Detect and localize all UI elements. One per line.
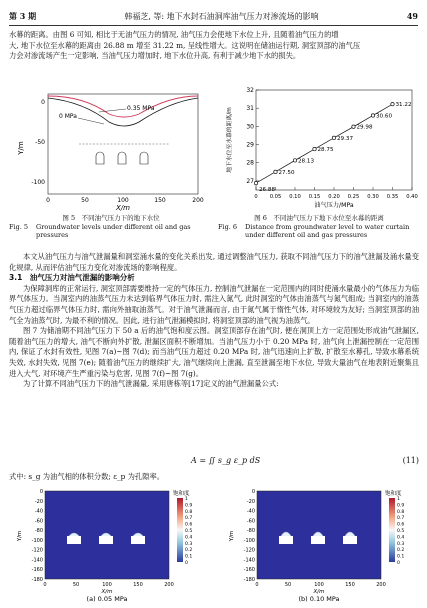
fig7-legend-value: 0.5 — [185, 529, 193, 534]
fig7-xlabel: X/m — [313, 589, 325, 595]
equation-number: (11) — [402, 456, 419, 465]
subcaption-a: (a) 0.05 MPa — [86, 595, 128, 603]
fig7-legend-value: 1 — [185, 497, 188, 502]
fig7-ytick-label: -160 — [243, 567, 255, 574]
fig7-ytick-label: -140 — [243, 557, 255, 564]
fig5-ytick: -50 — [35, 139, 45, 146]
fig6-ytick-label: 31 — [246, 105, 254, 113]
figure-6-distance-chart — [222, 86, 422, 210]
fig5-caption-en: Groundwater levels under different oil and gas pressures — [36, 222, 191, 239]
fig7-legend-value: 0.1 — [185, 554, 193, 560]
fig6-caption-cn: 图 6 不同油气压力下地下水位至水幕的距离 — [254, 214, 384, 222]
variable-definitions: 式中: s_g 为油气相的体积分数; ε_p 为孔隙率。 — [9, 472, 165, 481]
fig6-caption — [218, 214, 420, 240]
equation-11 — [9, 456, 419, 470]
paragraph-top — [9, 30, 419, 62]
fig7-legend-value: 1 — [397, 497, 400, 502]
fig6-ytick-label: 32 — [246, 87, 254, 94]
fig6-data-point — [332, 136, 335, 139]
fig7-legend-value: 0.4 — [185, 535, 193, 541]
fig6-xtick-label: 0.25 — [347, 194, 360, 200]
fig6-data-point — [371, 114, 374, 117]
fig7-xtick-label: 0 — [43, 582, 47, 588]
fig6-xtick-label: 0.10 — [289, 194, 301, 200]
fig5-xtick: 50 — [81, 197, 89, 204]
body-text — [9, 252, 419, 390]
fig7-xtick-label: 200 — [376, 582, 386, 588]
fig7-ytick-label: -140 — [31, 557, 43, 564]
fig7-legend-value: 0.7 — [185, 516, 193, 522]
fig6-data-label: 30.60 — [376, 113, 393, 120]
fig5-xlabel: X/m — [116, 204, 130, 212]
fig6-data-point — [352, 125, 355, 128]
fig7-ytick-label: -40 — [34, 508, 43, 515]
fig5-ylabel: Y/m — [17, 141, 25, 155]
fig7-xtick-label: 50 — [72, 582, 80, 588]
fig7-ytick-label: -40 — [246, 508, 255, 515]
fig6-xlabel: 油气压力/MPa — [314, 202, 354, 209]
text-line: 水幕的距离。由图 6 可知, 相比于无油气压力的情况, 油气压力会使地下水位上升, 且随着油气压力的增 — [9, 30, 339, 39]
fig7-legend-value: 0.3 — [185, 541, 193, 547]
fig6-data-point — [313, 147, 316, 150]
fig6-caption-en: Distance from groundwater level to water curtain under different oil and gas pressures — [245, 222, 410, 239]
fig5-caption — [9, 214, 213, 240]
fig6-ytick-label: 30 — [246, 123, 254, 131]
fig6-data-label: 31.22 — [395, 102, 412, 109]
fig7-ytick-label: -160 — [31, 567, 43, 574]
fig7-legend-value: 0.7 — [397, 516, 405, 522]
fig7-ytick-label: -20 — [34, 498, 43, 505]
fig7-xlabel: X/m — [101, 589, 113, 595]
fig7-legend-value: 0.9 — [397, 503, 405, 509]
fig7-ytick-label: 0 — [39, 489, 43, 495]
fig7-xtick-label: 150 — [345, 582, 355, 588]
fig5-xtick: 100 — [117, 197, 129, 204]
fig6-xtick-label: 0.15 — [308, 194, 321, 200]
fig7-xtick-label: 150 — [133, 582, 143, 588]
fig7-ylabel: Y/m — [229, 530, 235, 542]
paragraph-critical-pressure: 为保障洞库的正常运行, 洞室顶部需要维持一定的气体压力, 控制油气泄漏在一定范围内的同时使涌水量最小的气体压力为临界气体压力。当洞室内的油蒸气压力未达到临界气体压力时, 需注入氮气, 此时洞室的气体由油蒸气与氮气组成; 当洞室内的油蒸气压力超过临界气体压力时, 需向外抽取油蒸气。对于油气泄漏而言, 由于氮气属于惰性气体, 对环境较为友好; 当洞室顶部的油气全为油蒸气时, 为最不利的情况。因此, 进行油气泄漏模拟时, 将洞室顶部的油气视为油蒸气。 — [9, 283, 420, 325]
figure-5-groundwater-plot — [14, 88, 210, 212]
fig7-ytick-label: -120 — [31, 547, 43, 554]
fig6-xtick-label: 0 — [254, 194, 258, 200]
fig6-ytick-label: 27 — [246, 177, 254, 185]
fig7-xtick-label: 100 — [314, 582, 324, 588]
fig7-legend-value: 0 — [185, 561, 188, 566]
fig6-data-label: 28.13 — [298, 158, 315, 165]
fig6-xtick-label: 0.40 — [406, 194, 418, 200]
legend-title-a: 饱和度 — [173, 491, 190, 497]
fig5-legend-low: 0 MPa — [59, 113, 77, 120]
fig7-legend-value: 0.9 — [185, 503, 193, 509]
fig6-xtick-label: 0.35 — [386, 194, 399, 200]
fig5-ytick: 0 — [41, 99, 45, 106]
fig6-data-label: 29.37 — [337, 135, 354, 142]
fig6-xtick-label: 0.30 — [367, 194, 379, 200]
fig6-data-label: 26.88 — [259, 187, 276, 194]
issue-number: 第 3 期 — [9, 10, 37, 21]
header-rule — [9, 25, 418, 26]
fig7-legend-value: 0.8 — [397, 509, 405, 515]
fig7-legend-value: 0.6 — [185, 522, 193, 528]
fig6-data-label: 28.75 — [317, 147, 334, 154]
text-line: 大, 地下水位至水幕的距离由 26.88 m 增至 31.22 m, 呈线性增大。这说明在储油运行期, 洞室顶部的油气压 — [9, 40, 361, 50]
fig7-ytick-label: -60 — [246, 518, 255, 525]
fig7-ylabel: Y/m — [17, 530, 23, 542]
fig6-data-point — [254, 181, 257, 184]
fig7-xtick-label: 100 — [102, 582, 112, 588]
fig7-ytick-label: -60 — [34, 518, 43, 525]
running-title: 韩福芝, 等: 地下水封石油洞库油气压力对渗流场的影响 — [124, 11, 319, 21]
fig7-ytick-label: -100 — [31, 537, 43, 544]
page-number: 49 — [406, 11, 418, 21]
fig6-data-point — [391, 102, 394, 105]
page-header — [9, 8, 418, 24]
paragraph-fig7-description: 图 7 为储油期不同油气压力下 50 a 后的油气饱和度云图。洞室顶部存在油气时, 便在洞顶上方一定范围处形成油气泄漏区, 随着油气压力的增大, 油气不断向外扩散, 泄漏区面积不断增加。当油气压力小于 0.20 MPa 时, 油气向上泄漏控制在一定范围内, 保证了水封有效性, 见图 7(a)~图 7(d); 而当油气压力超过 0.20 MPa 时, 油气迅速向上扩散, 扩散至水幕孔, 导致水幕系统失效, 水封失效, 见图 7(e); 随着油气压力的继续扩大, 油气继续向上泄漏, 直至泄漏至地下水位, 导致大量油气在地表附近聚集且进入大气, 对环境产生严重污染与危害, 见图 7(f)~图 7(g)。 — [9, 326, 419, 378]
legend-title-b: 饱和度 — [385, 491, 402, 497]
fig7-ytick-label: -100 — [243, 537, 255, 544]
fig7-legend-value: 0.8 — [185, 509, 193, 515]
fig5-legend-high: 0.35 MPa — [127, 105, 155, 112]
fig5-xtick: 0 — [46, 197, 50, 204]
fig5-caption-cn: 图 5 不同油气压力下的地下水位 — [62, 214, 160, 222]
fig6-data-point — [293, 159, 296, 162]
fig6-caption-no: Fig. 6 — [218, 222, 238, 231]
fig7-legend-value: 0.4 — [397, 535, 405, 541]
fig7-ytick-label: -120 — [243, 547, 255, 554]
fig7-xtick-label: 0 — [255, 582, 259, 588]
fig7-legend-value: 0.2 — [397, 548, 405, 554]
fig6-data-label: 29.98 — [356, 124, 373, 131]
figure-7-saturation-contours — [9, 486, 419, 604]
fig6-data-point — [274, 170, 277, 173]
fig5-ytick: -100 — [31, 179, 45, 186]
fig7-legend-value: 0 — [397, 561, 400, 566]
paragraph-formula-intro: 为了计算不同油气压力下的油气泄漏量, 采用唐栋等[17]定义的油气泄漏量公式: — [23, 379, 279, 389]
fig6-ytick-label: 29 — [246, 141, 254, 149]
fig5-xtick: 200 — [192, 197, 204, 204]
panel-b — [257, 491, 395, 579]
subcaption-b: (b) 0.10 MPa — [298, 595, 340, 603]
fig6-xtick-label: 0.05 — [269, 194, 282, 200]
fig7-xtick-label: 50 — [284, 582, 292, 588]
fig7-legend-value: 0.6 — [397, 522, 405, 528]
fig7-ytick-label: 0 — [251, 489, 255, 495]
fig7-ytick-label: -80 — [34, 528, 43, 535]
fig7-legend-value: 0.2 — [185, 548, 193, 554]
text-line: 力会对渗流场产生一定影响, 当油气压力增加时, 地下水位升高, 有利于减少地下水的损失。 — [9, 51, 301, 61]
paragraph-intro: 本文从油气压力与油气泄漏量和洞室涌水量的变化关系出发, 通过调整油气压力, 获取不同油气压力下的油气泄漏及涌水量变化规律, 从而评估油气压力变化对渗流场的影响程度。 — [9, 252, 420, 272]
fig5-xtick: 150 — [154, 197, 166, 204]
panel-a — [45, 491, 183, 579]
fig6-xtick-label: 0.20 — [328, 194, 340, 200]
fig5-caption-no: Fig. 5 — [9, 222, 29, 231]
fig6-ylabel: 地下水位至水幕的距离/m — [227, 107, 233, 173]
fig7-legend-value: 0.1 — [397, 554, 405, 560]
fig7-ytick-label: -80 — [246, 528, 255, 535]
equation-legend — [9, 472, 419, 483]
fig6-data-label: 27.50 — [278, 169, 295, 176]
equation-expression: A = ∬ s_g ε_p dS — [191, 456, 261, 465]
fig7-ytick-label: -20 — [246, 498, 255, 505]
fig7-legend-value: 0.3 — [397, 541, 405, 547]
fig7-xtick-label: 200 — [164, 582, 174, 588]
fig7-ytick-label: -180 — [31, 577, 43, 583]
fig7-legend-value: 0.5 — [397, 529, 405, 534]
fig6-ytick-label: 28 — [246, 159, 254, 167]
fig7-ytick-label: -180 — [243, 577, 255, 583]
section-heading-3-1: 3.1 油气压力对油气泄漏的影响分析 — [9, 273, 135, 283]
